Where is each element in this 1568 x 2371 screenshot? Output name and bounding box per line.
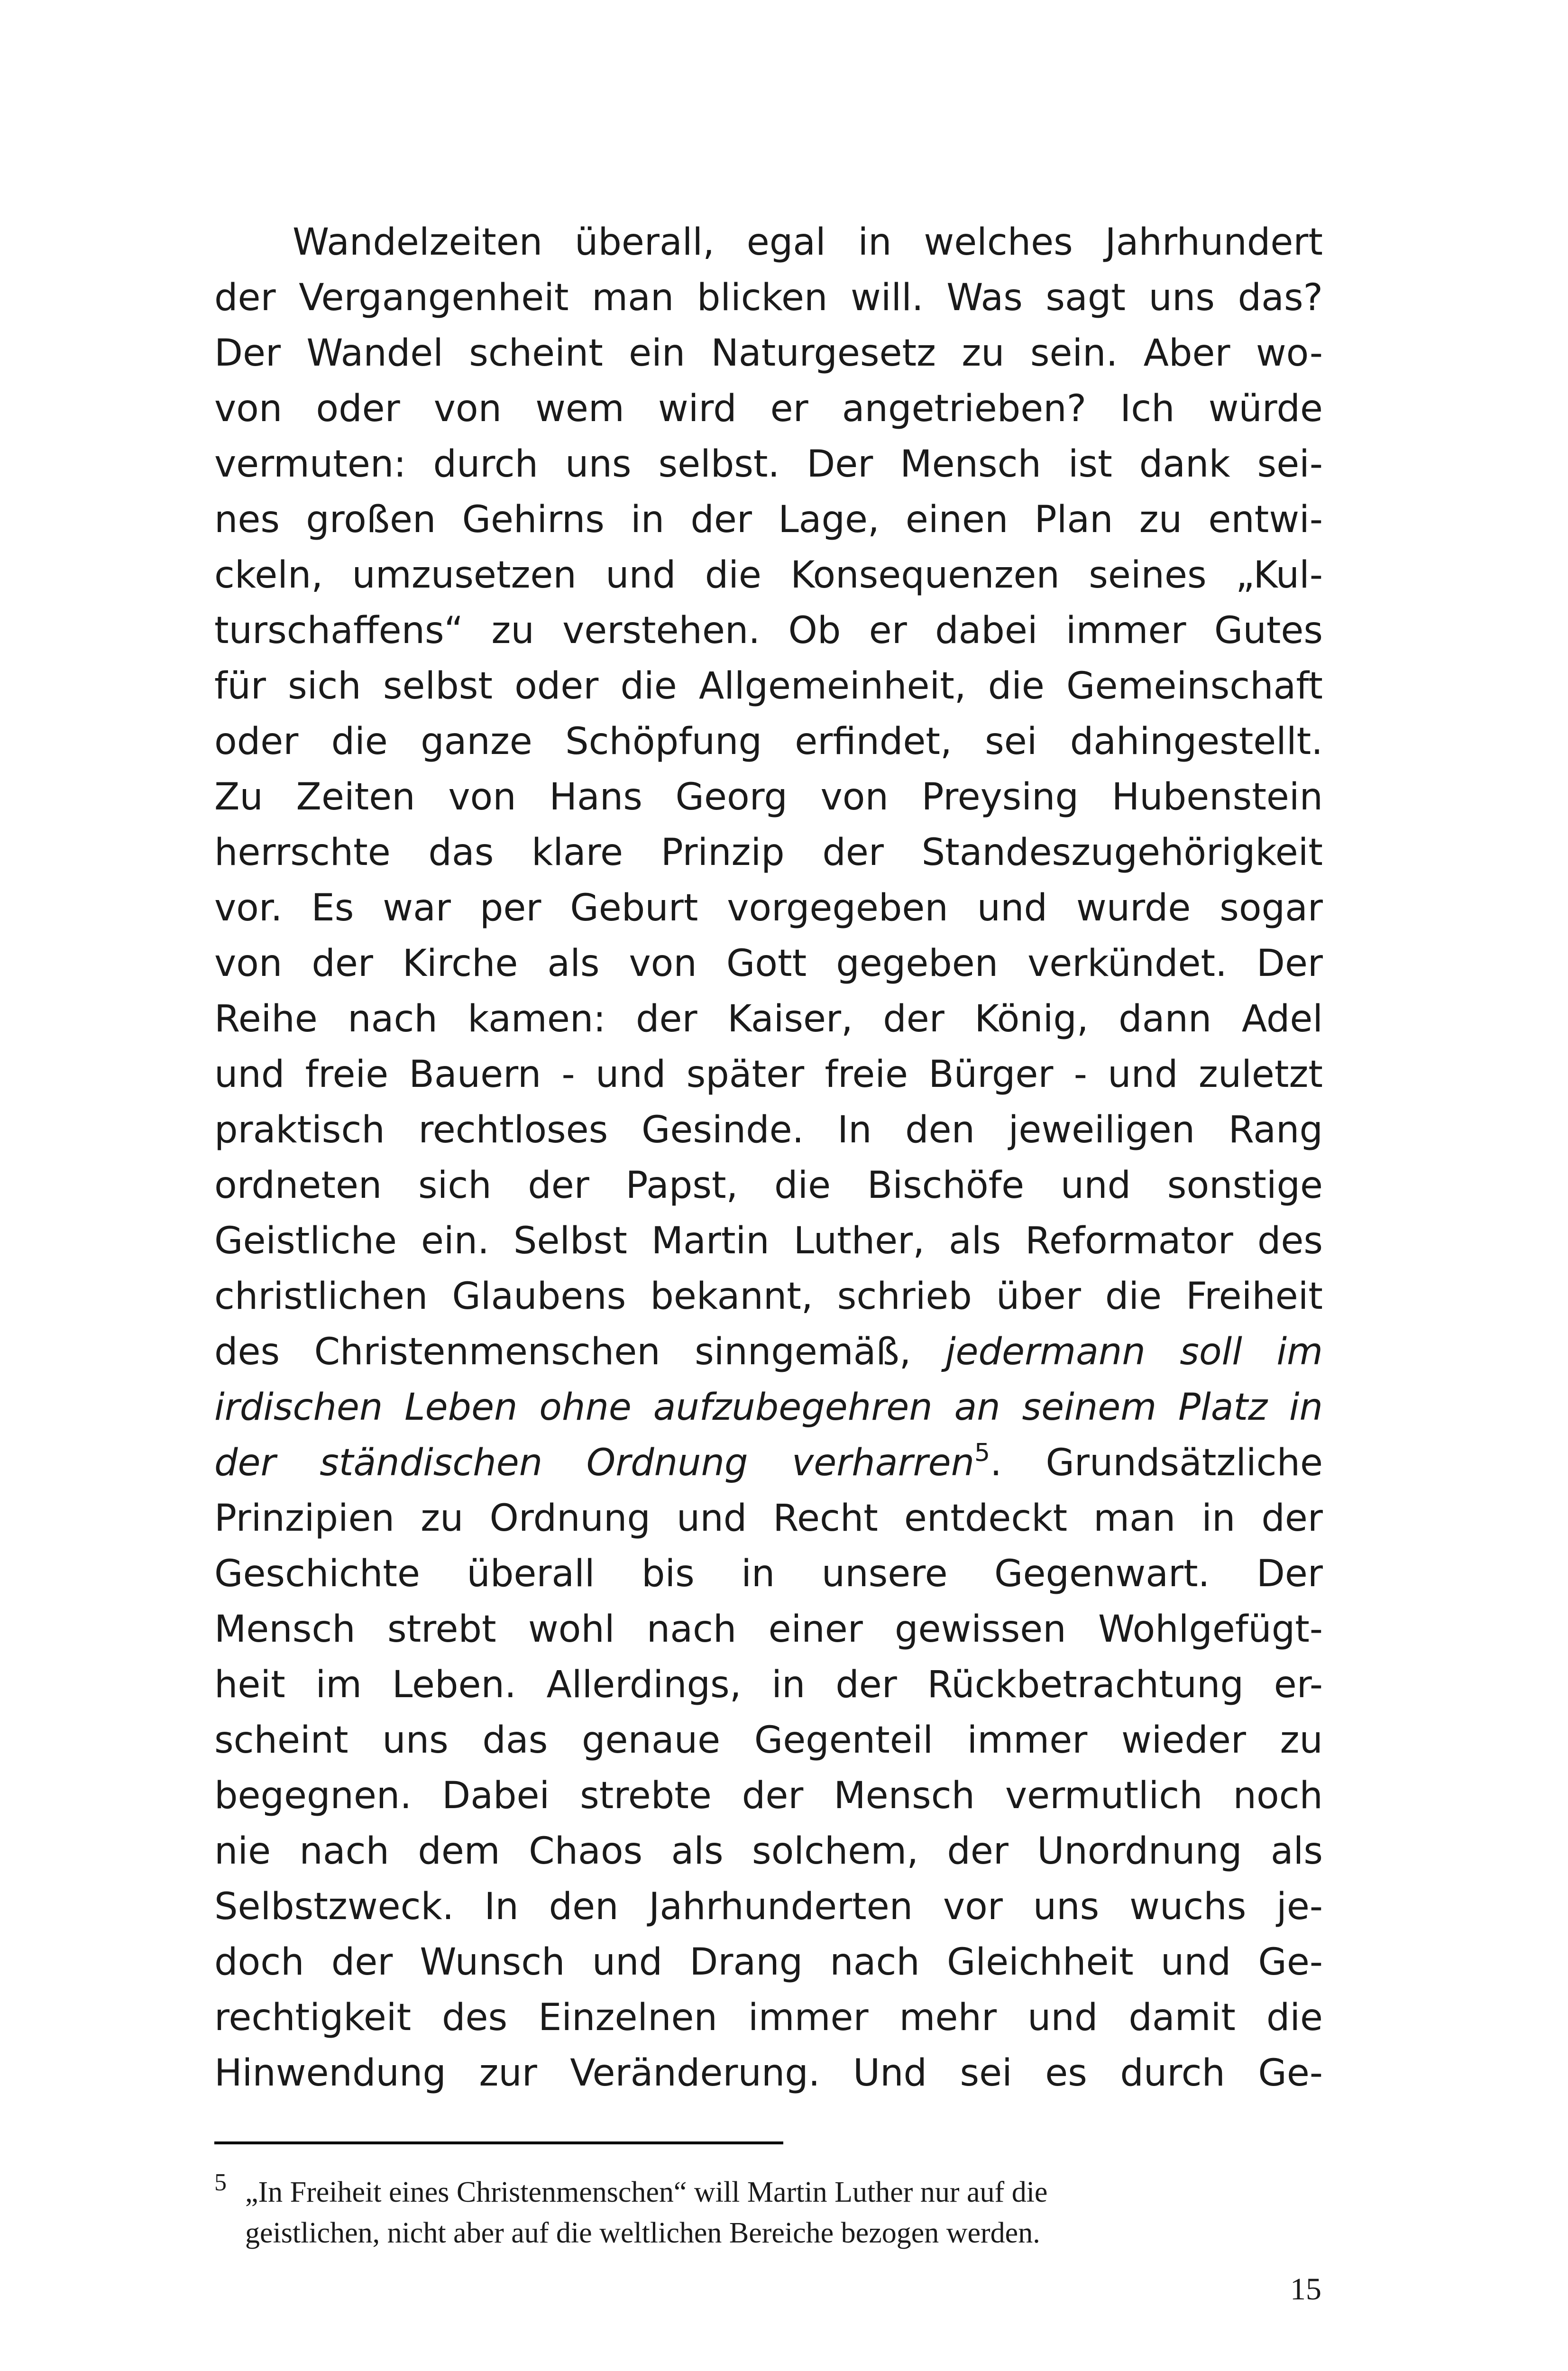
text-line: der Vergangenheit man blicken will. Was sagt uns das? xyxy=(214,276,1323,319)
text-line: Mensch strebt wohl nach einer gewissen Wohlgefügt- xyxy=(214,1608,1323,1651)
text-line: Geschichte überall bis in unsere Gegenwart. Der xyxy=(214,1553,1323,1595)
text-line: rechtigkeit des Einzelnen immer mehr und damit die xyxy=(214,1996,1323,2039)
page-number: 15 xyxy=(1290,2272,1321,2307)
text-line: nes großen Gehirns in der Lage, einen Plan zu entwi- xyxy=(214,498,1323,541)
text-line: heit im Leben. Allerdings, in der Rückbetrachtung er- xyxy=(214,1663,1323,1706)
text-line: herrschte das klare Prinzip der Standeszugehörigkeit xyxy=(214,831,1323,874)
text-line: scheint uns das genaue Gegenteil immer wieder zu xyxy=(214,1719,1323,1762)
quotation-italic: der ständischen Ordnung verharren xyxy=(214,1442,975,1484)
text-line: Wandelzeiten überall, egal in welches Jahrhundert xyxy=(293,221,1323,264)
text-line: Hinwendung zur Veränderung. Und sei es durch Ge- xyxy=(214,2052,1323,2095)
text-run: des Christenmenschen sinngemäß, xyxy=(214,1331,945,1373)
text-run: . Grundsätzliche xyxy=(990,1442,1323,1484)
footnote-line: geistlichen, nicht aber auf die weltlichen Bereiche bezogen werden. xyxy=(245,2217,1040,2249)
quotation-italic-line: irdischen Leben ohne aufzubegehren an seinem Platz in xyxy=(214,1386,1323,1429)
text-line: Zu Zeiten von Hans Georg von Preysing Hubenstein xyxy=(214,776,1323,818)
footnote-text xyxy=(214,2172,1323,2253)
body-text xyxy=(214,215,1323,2101)
text-line: für sich selbst oder die Allgemeinheit, die Gemeinschaft xyxy=(214,665,1323,708)
text-line: Der Wandel scheint ein Naturgesetz zu sein. Aber wo- xyxy=(214,332,1323,375)
text-line: Reihe nach kamen: der Kaiser, der König, dann Adel xyxy=(214,998,1323,1040)
text-line: praktisch rechtloses Gesinde. In den jeweiligen Rang xyxy=(214,1109,1323,1151)
footnote-line: „In Freiheit eines Christenmenschen“ will Martin Luther nur auf die xyxy=(245,2176,1048,2208)
text-line: oder die ganze Schöpfung erfindet, sei dahingestellt. xyxy=(214,720,1323,763)
text-line: Geistliche ein. Selbst Martin Luther, als Reformator des xyxy=(214,1220,1323,1262)
text-line: vor. Es war per Geburt vorgegeben und wurde sogar xyxy=(214,887,1323,929)
text-line: und freie Bauern - und später freie Bürger - und zuletzt xyxy=(214,1053,1323,1096)
text-line: turschaffens“ zu verstehen. Ob er dabei immer Gutes xyxy=(214,609,1323,652)
footnote-reference[interactable]: 5 xyxy=(974,1439,990,1467)
text-line: begegnen. Dabei strebte der Mensch vermutlich noch xyxy=(214,1774,1323,1817)
text-line: von oder von wem wird er angetrieben? Ich würde xyxy=(214,387,1323,430)
text-line: Selbstzweck. In den Jahrhunderten vor uns wuchs je- xyxy=(214,1885,1323,1928)
footnote-separator xyxy=(214,2141,783,2144)
footnote xyxy=(214,2169,1323,2253)
text-line: ordneten sich der Papst, die Bischöfe und sonstige xyxy=(214,1164,1323,1207)
text-line: Prinzipien zu Ordnung und Recht entdeckt man in der xyxy=(214,1497,1323,1540)
footnote-marker: 5 xyxy=(214,2169,227,2196)
text-line: doch der Wunsch und Drang nach Gleichheit und Ge- xyxy=(214,1941,1323,1984)
quotation-italic: jedermann soll im xyxy=(945,1331,1323,1373)
text-line xyxy=(214,1324,1323,1380)
text-line: vermuten: durch uns selbst. Der Mensch ist dank sei- xyxy=(214,443,1323,486)
text-line: von der Kirche als von Gott gegeben verkündet. Der xyxy=(214,942,1323,985)
text-line: nie nach dem Chaos als solchem, der Unordnung als xyxy=(214,1830,1323,1873)
text-line: christlichen Glaubens bekannt, schrieb über die Freiheit xyxy=(214,1275,1323,1318)
text-line xyxy=(214,1435,1323,1491)
text-line: ckeln, umzusetzen und die Konsequenzen seines „Kul- xyxy=(214,554,1323,597)
